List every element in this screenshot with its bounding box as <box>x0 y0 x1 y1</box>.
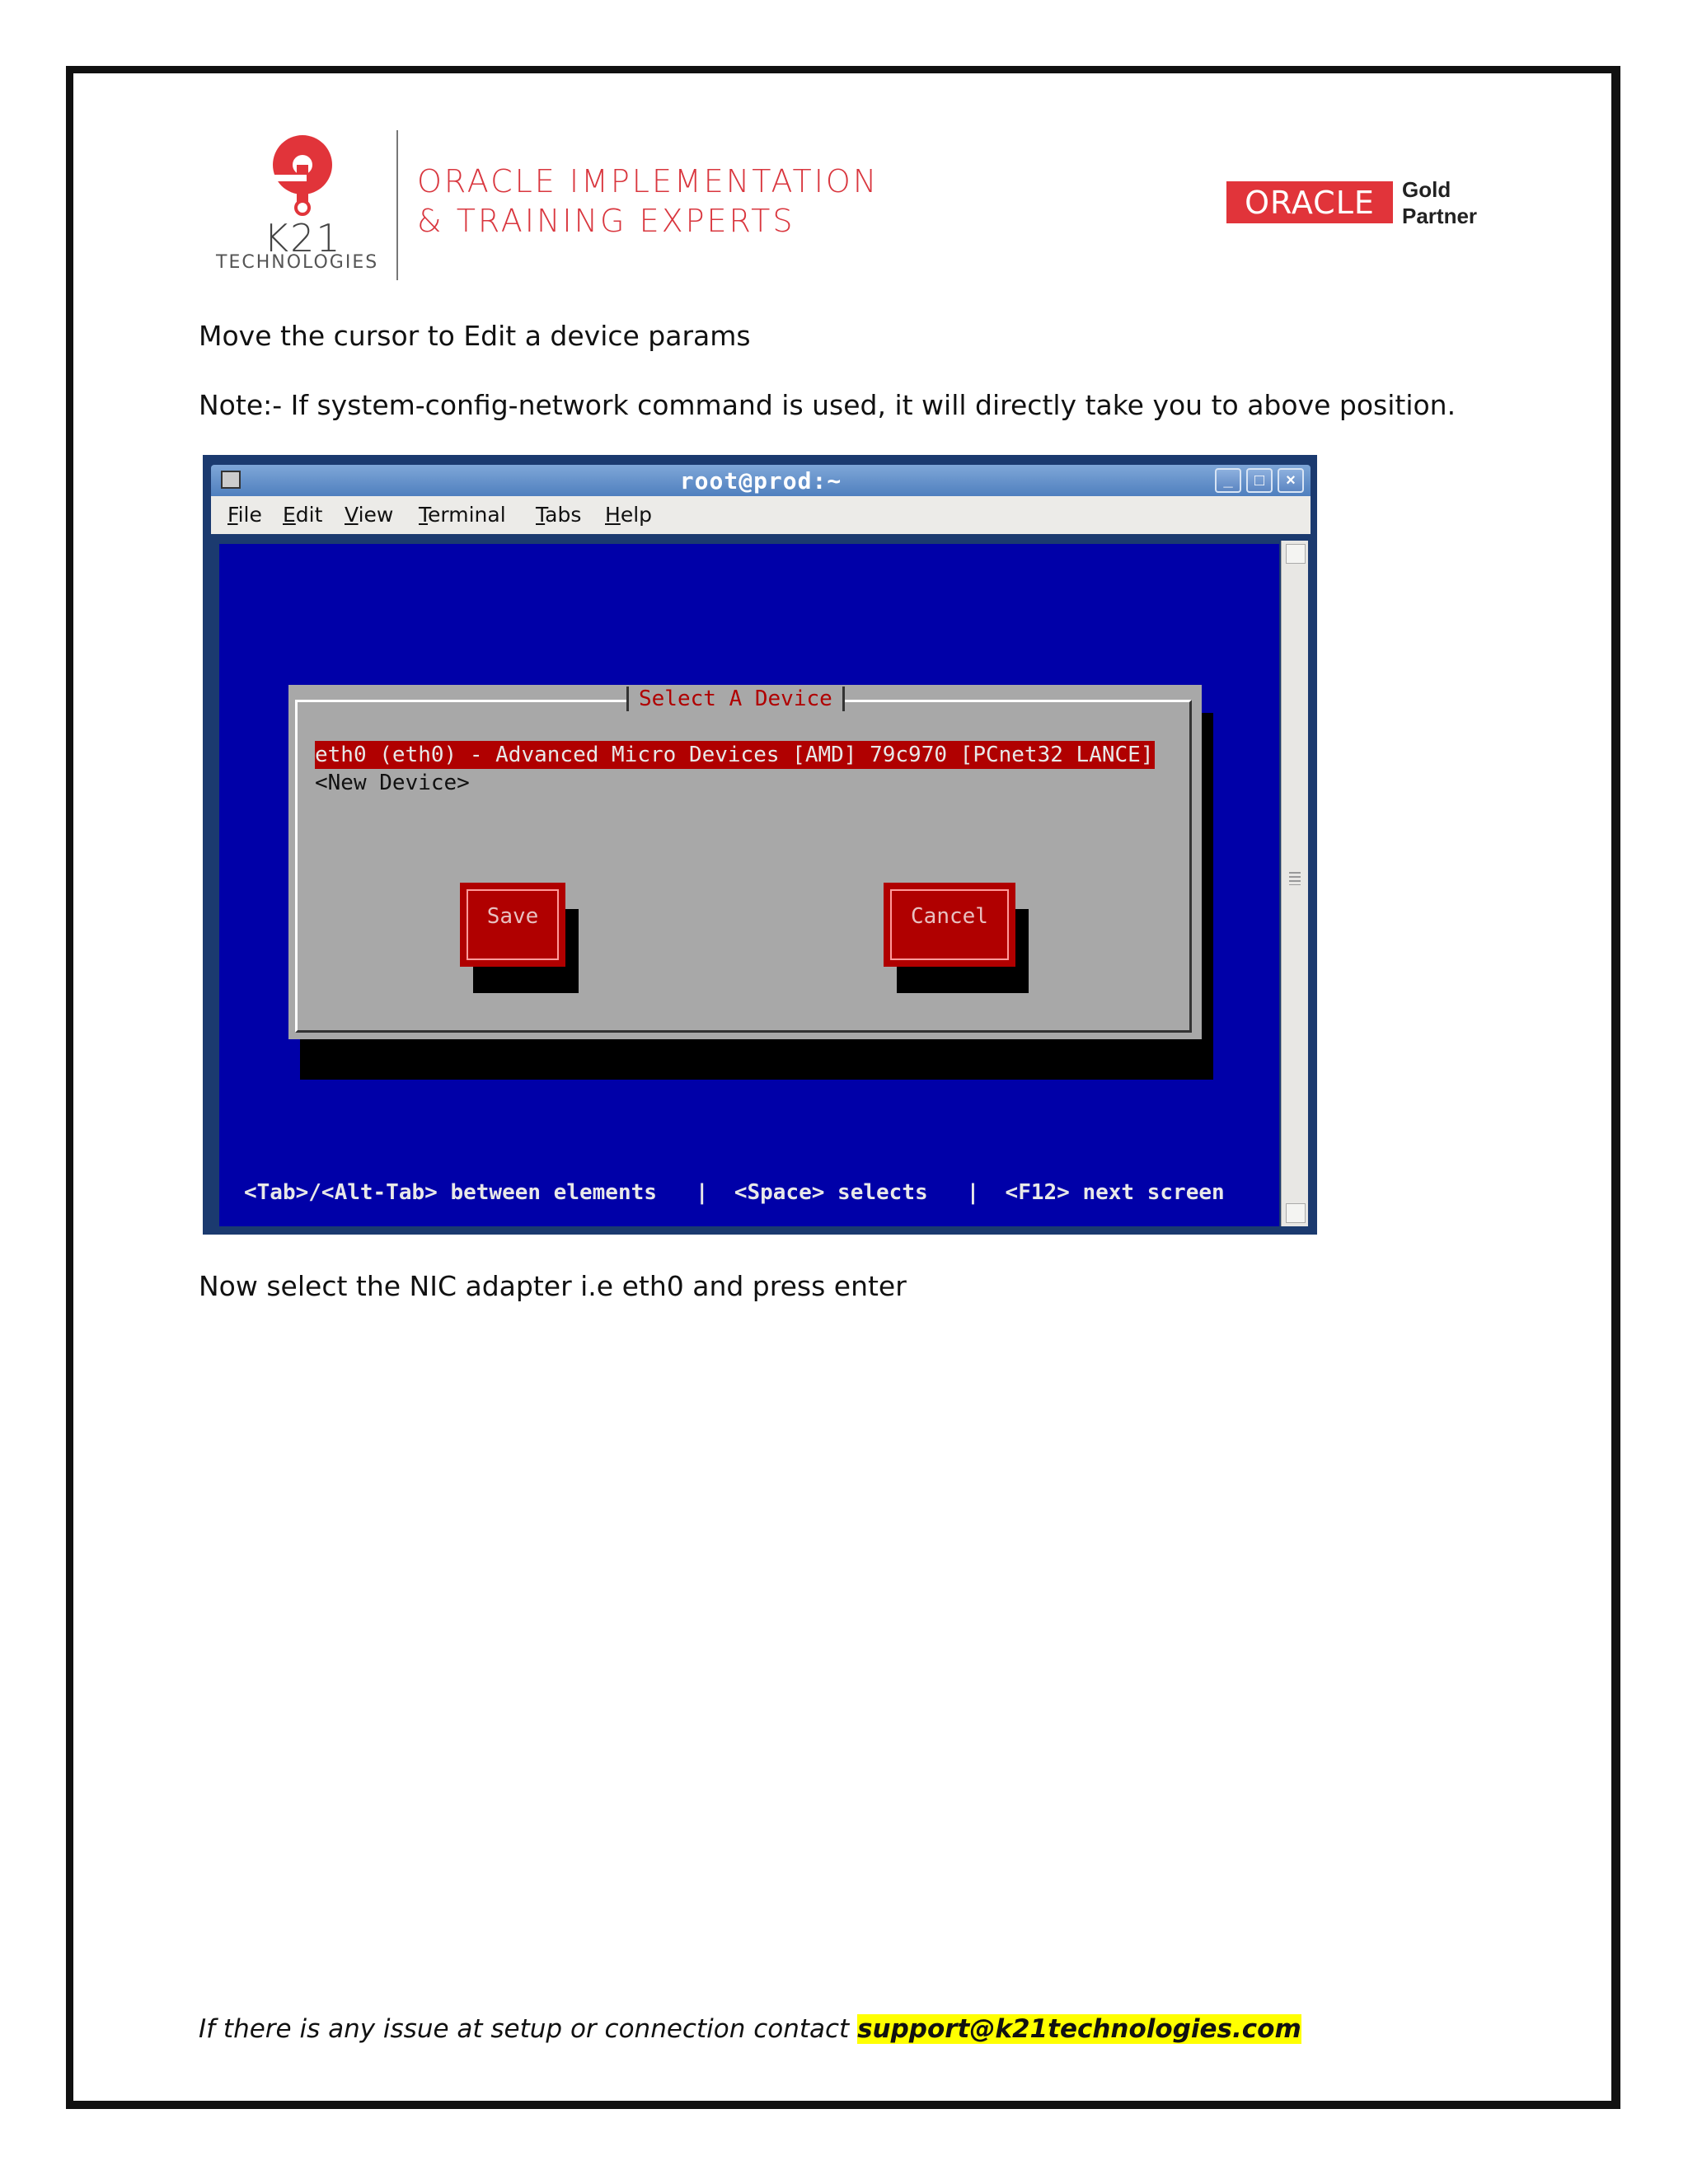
partner-level <box>1402 176 1477 229</box>
cancel-button-label: Cancel <box>890 889 1009 960</box>
window-titlebar <box>211 465 1311 496</box>
device-item-new[interactable]: <New Device> <box>315 771 470 795</box>
menu-file[interactable]: File <box>227 503 262 527</box>
company-name: K21 <box>264 216 342 260</box>
close-icon[interactable]: × <box>1278 468 1304 493</box>
footer-contact <box>199 2014 1301 2044</box>
instruction-2: Now select the NIC adapter i.e eth0 and press enter <box>199 1270 907 1302</box>
oracle-logo-text: ORACLE <box>1245 185 1375 221</box>
support-email-link[interactable]: support@k21technologies.com <box>857 2014 1301 2044</box>
scroll-up-icon[interactable] <box>1286 544 1306 564</box>
tagline-line-2: & TRAINING EXPERTS <box>417 203 795 239</box>
device-item-eth0[interactable]: eth0 (eth0) - Advanced Micro Devices [AMD] 79c970 [PCnet32 LANCE] <box>315 743 1154 767</box>
window-title: root@prod:~ <box>679 467 842 494</box>
instruction-1: Move the cursor to Edit a device params <box>199 320 751 352</box>
menu-terminal[interactable]: Terminal <box>419 503 506 527</box>
dialog-title: Select A Device <box>626 687 845 711</box>
terminal-screen[interactable] <box>219 544 1279 1226</box>
cancel-button[interactable] <box>884 883 1015 967</box>
partner-level-gold: Gold <box>1402 177 1451 202</box>
tagline <box>417 162 879 241</box>
oracle-logo <box>1226 181 1393 223</box>
scroll-down-icon[interactable] <box>1286 1203 1306 1223</box>
save-button-label: Save <box>467 889 559 960</box>
vertical-scrollbar[interactable] <box>1281 541 1308 1226</box>
menu-view[interactable]: View <box>345 503 394 527</box>
logo-divider <box>396 130 398 280</box>
partner-level-partner: Partner <box>1402 204 1478 228</box>
terminal-window <box>203 455 1317 1235</box>
menu-bar <box>211 496 1311 534</box>
menu-help[interactable]: Help <box>605 503 653 527</box>
footer-text: If there is any issue at setup or connection contact <box>199 2014 858 2044</box>
menu-tabs[interactable]: Tabs <box>536 503 582 527</box>
status-line: <Tab>/<Alt-Tab> between elements | <Space> selects | <F12> next screen <box>244 1180 1225 1205</box>
menu-edit[interactable]: Edit <box>283 503 323 527</box>
maximize-icon[interactable]: □ <box>1246 468 1273 493</box>
note-text: Note:- If system-config-network command is used, it will directly take you to above position. <box>199 389 1456 421</box>
select-device-dialog <box>288 685 1202 1039</box>
save-button[interactable] <box>460 883 565 967</box>
scroll-grip-icon[interactable] <box>1289 872 1301 885</box>
minimize-icon[interactable]: _ <box>1215 468 1241 493</box>
company-subtitle: TECHNOLOGIES <box>216 252 379 273</box>
tagline-line-1: ORACLE IMPLEMENTATION <box>417 163 879 199</box>
